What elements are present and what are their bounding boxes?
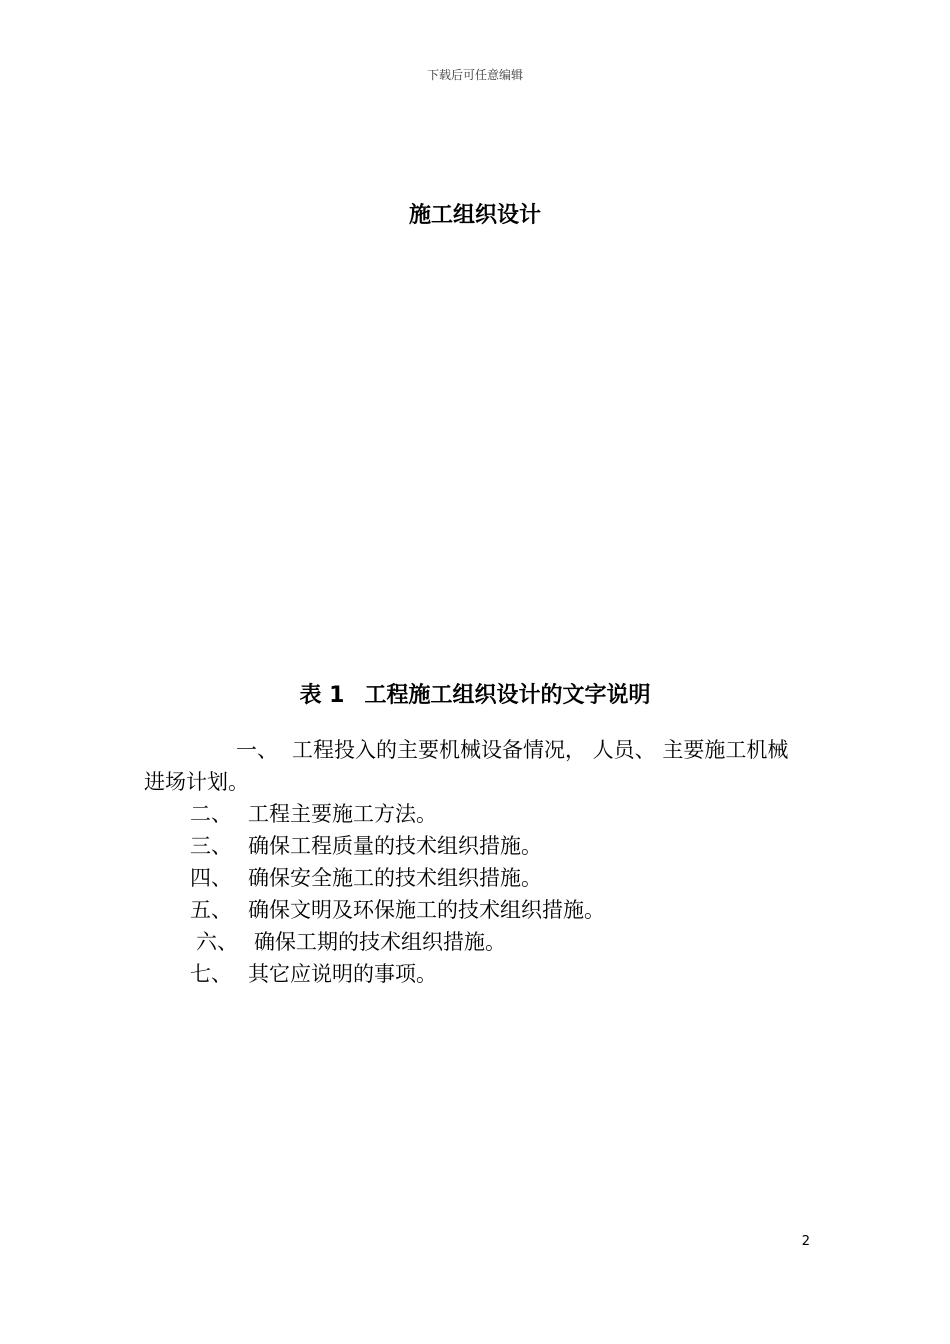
page-number: 2 bbox=[801, 1234, 810, 1249]
list-item-number: 二、 bbox=[190, 802, 232, 826]
list-item bbox=[144, 798, 809, 830]
table-caption bbox=[0, 678, 950, 709]
header-note: 下载后可任意编辑 bbox=[426, 68, 523, 82]
list-item bbox=[144, 958, 809, 990]
list-item-number: 四、 bbox=[190, 866, 232, 890]
list-item bbox=[144, 926, 809, 958]
list-item bbox=[144, 894, 809, 926]
list-item-number: 七、 bbox=[190, 962, 232, 986]
list-item-number: 一、 bbox=[236, 738, 278, 762]
list-item-text: 确保安全施工的技术组织措施。 bbox=[248, 866, 542, 890]
list-item-text: 其它应说明的事项。 bbox=[248, 962, 437, 986]
list-item-text: 确保工期的技术组织措施。 bbox=[254, 930, 506, 954]
table-caption-number: 表 1 bbox=[299, 683, 345, 708]
list-item-text: 工程投入的主要机械设备情况， 人员、 主要施工机械进场计划。 bbox=[144, 738, 789, 794]
list-item bbox=[144, 734, 809, 798]
table-caption-text: 工程施工组织设计的文字说明 bbox=[364, 683, 651, 708]
list-item-number: 六、 bbox=[196, 930, 238, 954]
document-title: 施工组织设计 bbox=[408, 203, 541, 228]
list-item-number: 五、 bbox=[190, 898, 232, 922]
list-item-number: 三、 bbox=[190, 834, 232, 858]
contents-list bbox=[144, 734, 809, 990]
list-item-text: 工程主要施工方法。 bbox=[248, 802, 437, 826]
list-item bbox=[144, 830, 809, 862]
list-item bbox=[144, 862, 809, 894]
list-item-text: 确保工程质量的技术组织措施。 bbox=[248, 834, 542, 858]
list-item-text: 确保文明及环保施工的技术组织措施。 bbox=[248, 898, 605, 922]
